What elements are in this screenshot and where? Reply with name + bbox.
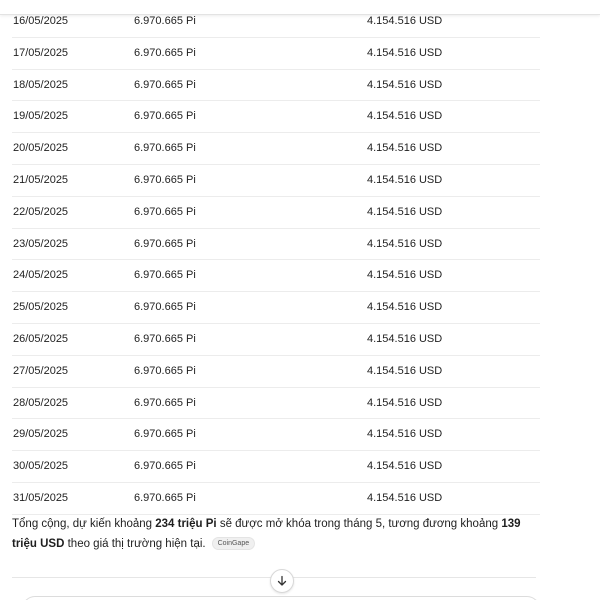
table-row <box>12 292 540 324</box>
date-cell: 27/05/2025 <box>13 364 69 377</box>
table-row <box>12 260 540 292</box>
usd-value-cell: 4.154.516 USD <box>367 110 443 123</box>
summary-bold-usd: 139 triệu USD <box>12 518 521 550</box>
date-cell: 28/05/2025 <box>13 396 69 409</box>
date-cell: 24/05/2025 <box>13 269 69 282</box>
top-header-edge <box>0 0 600 15</box>
usd-value-cell: 4.154.516 USD <box>367 78 443 91</box>
pi-amount-cell: 6.970.665 Pi <box>134 428 196 441</box>
summary-bold-pi: 234 triệu Pi <box>155 518 217 530</box>
table-row <box>12 483 540 515</box>
usd-value-cell: 4.154.516 USD <box>367 301 443 314</box>
table-row <box>12 38 540 70</box>
pi-amount-cell: 6.970.665 Pi <box>134 173 196 186</box>
usd-value-cell: 4.154.516 USD <box>367 205 443 218</box>
pi-amount-cell: 6.970.665 Pi <box>134 110 196 123</box>
usd-value-cell: 4.154.516 USD <box>367 15 443 27</box>
pi-amount-cell: 6.970.665 Pi <box>134 491 196 504</box>
date-cell: 20/05/2025 <box>13 142 69 155</box>
pi-amount-cell: 6.970.665 Pi <box>134 78 196 91</box>
date-cell: 31/05/2025 <box>13 491 69 504</box>
table-row <box>12 419 540 451</box>
date-cell: 16/05/2025 <box>13 15 69 27</box>
usd-value-cell: 4.154.516 USD <box>367 396 443 409</box>
pi-amount-cell: 6.970.665 Pi <box>134 332 196 345</box>
summary-text-2: sẽ được mở khóa trong tháng 5, tương đương khoảng <box>216 518 502 530</box>
date-cell: 30/05/2025 <box>13 460 69 473</box>
date-cell: 25/05/2025 <box>13 301 69 314</box>
usd-value-cell: 4.154.516 USD <box>367 491 443 504</box>
table-row <box>12 356 540 388</box>
table-row <box>12 165 540 197</box>
source-citation-chip[interactable]: CoinGape <box>212 537 256 550</box>
date-cell: 17/05/2025 <box>13 46 69 59</box>
usd-value-cell: 4.154.516 USD <box>367 428 443 441</box>
summary-text-3: theo giá thị trường hiện tại. <box>64 538 206 550</box>
usd-value-cell: 4.154.516 USD <box>367 332 443 345</box>
date-cell: 18/05/2025 <box>13 78 69 91</box>
pi-amount-cell: 6.970.665 Pi <box>134 396 196 409</box>
usd-value-cell: 4.154.516 USD <box>367 142 443 155</box>
usd-value-cell: 4.154.516 USD <box>367 237 443 250</box>
pi-amount-cell: 6.970.665 Pi <box>134 269 196 282</box>
table-row <box>12 133 540 165</box>
pi-amount-cell: 6.970.665 Pi <box>134 460 196 473</box>
summary-paragraph <box>12 514 532 554</box>
table-row <box>12 101 540 133</box>
pi-amount-cell: 6.970.665 Pi <box>134 301 196 314</box>
table-row <box>12 451 540 483</box>
date-cell: 21/05/2025 <box>13 173 69 186</box>
usd-value-cell: 4.154.516 USD <box>367 269 443 282</box>
usd-value-cell: 4.154.516 USD <box>367 364 443 377</box>
table-row <box>12 229 540 261</box>
message-input-box[interactable] <box>22 596 540 600</box>
unlock-schedule-table <box>12 6 540 515</box>
summary-text-1: Tổng cộng, dự kiến khoảng <box>12 518 156 530</box>
pi-amount-cell: 6.970.665 Pi <box>134 237 196 250</box>
arrow-down-icon <box>276 575 288 587</box>
usd-value-cell: 4.154.516 USD <box>367 460 443 473</box>
usd-value-cell: 4.154.516 USD <box>367 173 443 186</box>
pi-amount-cell: 6.970.665 Pi <box>134 364 196 377</box>
pi-amount-cell: 6.970.665 Pi <box>134 142 196 155</box>
scroll-down-button[interactable] <box>270 569 294 593</box>
table-row <box>12 388 540 420</box>
date-cell: 29/05/2025 <box>13 428 69 441</box>
table-row <box>12 70 540 102</box>
date-cell: 23/05/2025 <box>13 237 69 250</box>
pi-amount-cell: 6.970.665 Pi <box>134 205 196 218</box>
table-row <box>12 197 540 229</box>
date-cell: 26/05/2025 <box>13 332 69 345</box>
pi-amount-cell: 6.970.665 Pi <box>134 15 196 27</box>
date-cell: 22/05/2025 <box>13 205 69 218</box>
pi-amount-cell: 6.970.665 Pi <box>134 46 196 59</box>
table-row <box>12 324 540 356</box>
usd-value-cell: 4.154.516 USD <box>367 46 443 59</box>
date-cell: 19/05/2025 <box>13 110 69 123</box>
